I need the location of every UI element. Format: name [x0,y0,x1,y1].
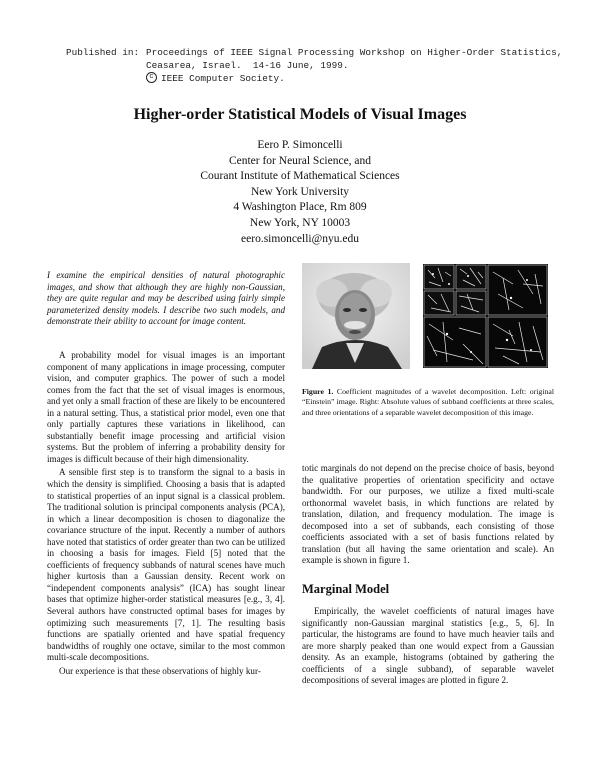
figure-1-caption-text: Coefficient magnitudes of a wavelet decomposition. Left: original “Einstein” image. Right: Absolute values of subband coefficients at three scales, and three orientations of a separable wavelet decomposition of this image. [302,387,555,417]
body-paragraph: A sensible first step is to transform the signal to a basis in which the density is simplified. Choosing a basis that is adapted to statistical properties of an input signal is a classical problem. The traditional solution is principal components analysis (PCA), in which a linear decomposition is chosen to diagonalize the covariance structure of the input. Recently a number of authors have noted that statistics of order greater than two can be utilized in choosing a basis for images. Field [5] noted that the coefficients of frequency subbands of natural scenes have much higher kurtosis than a Gaussian density. Recent work on “independent components analysis” (ICA) has sought linear bases that optimize higher-order statistical measures [e.g., 3, 4]. Several authors have constructed optimal bases for images by optimizing such measurements [7, 1]. The resulting basis functions are spatially oriented and have spatial frequency bandwidths of roughly one octave, similar to the most common multi-scale decompositions. [47,467,285,663]
proceedings-line: Proceedings of IEEE Signal Processing Workshop on Higher-Order Statistics, [146,47,563,58]
einstein-image [302,263,410,369]
figure-1 [302,263,556,369]
affiliation-3: New York University [250,185,350,198]
affiliation-1: Center for Neural Science, and [228,154,372,167]
wavelet-coefficients-image [423,264,548,368]
author-block [0,138,600,247]
affiliation-2: Courant Institute of Mathematical Sciences [200,170,400,183]
copyright-icon: c [146,72,157,83]
figure-1-caption [302,387,554,418]
author-name: Eero P. Simoncelli [257,139,343,151]
right-column-section [302,606,554,687]
published-label: Published in: [66,47,140,58]
left-column [47,350,285,677]
right-column [302,463,554,567]
publisher-line: IEEE Computer Society. [161,73,285,84]
body-paragraph: totic marginals do not depend on the precise choice of basis, beyond the qualitative properties of orientation specificity and octave bandwidth. For our purposes, we utilize a fixed multi-scale orthonormal wavelet basis, in which functions are related by translation, dilation, and frequency modulation. The image is decomposed into a set of subbands, each consisting of those coefficients associated with a set of basis functions related by translation (but all having the same orientation and scale). An example is shown in figure 1. [302,463,554,566]
address-1: 4 Washington Place, Rm 809 [233,201,367,214]
publication-header [66,46,562,85]
abstract: I examine the empirical densities of natural photographic images, and show that although they are highly non-Gaussian, they are quite regular and may be described using fairly simple parameterized density models. I describe two such models, and demonstrate their ability to account for image content. [47,270,285,326]
address-2: New York, NY 10003 [249,216,351,229]
paper-title: Higher-order Statistical Models of Visual Images [133,106,467,123]
author-email[interactable]: eero.simoncelli@nyu.edu [241,232,359,245]
location-line: Ceasarea, Israel. 14-16 June, 1999. [146,60,349,71]
body-paragraph: Empirically, the wavelet coefficients of natural images have significantly non-Gaussian marginal statistics [e.g., 5, 6]. In particular, the histograms are found to have much heavier tails and are more sharply peaked than one would expect from a Gaussian density. As an example, histograms (obtained by gathering the coefficients of a single subband), of separable wavelet decompositions of several images are plotted in figure 2. [302,606,554,686]
body-paragraph: Our experience is that these observations of highly kur- [59,665,261,676]
section-heading-marginal-model: Marginal Model [302,582,390,596]
figure-1-label: Figure 1. [302,387,334,396]
body-paragraph: A probability model for visual images is an important component of many applications in image processing, computer vision, and computer graphics. The power of such a model comes from the fact that the set of visual images is enormous, and yet only a small fraction of these are likely to be encountered in a natural setting. Thus, a statistical prior model, even one that only partially captures these variations in likelihood, can substantially benefit image processing and artificial vision systems. But the problem of inferring a probability density for images is difficult because of their high dimensionality. [47,350,285,464]
